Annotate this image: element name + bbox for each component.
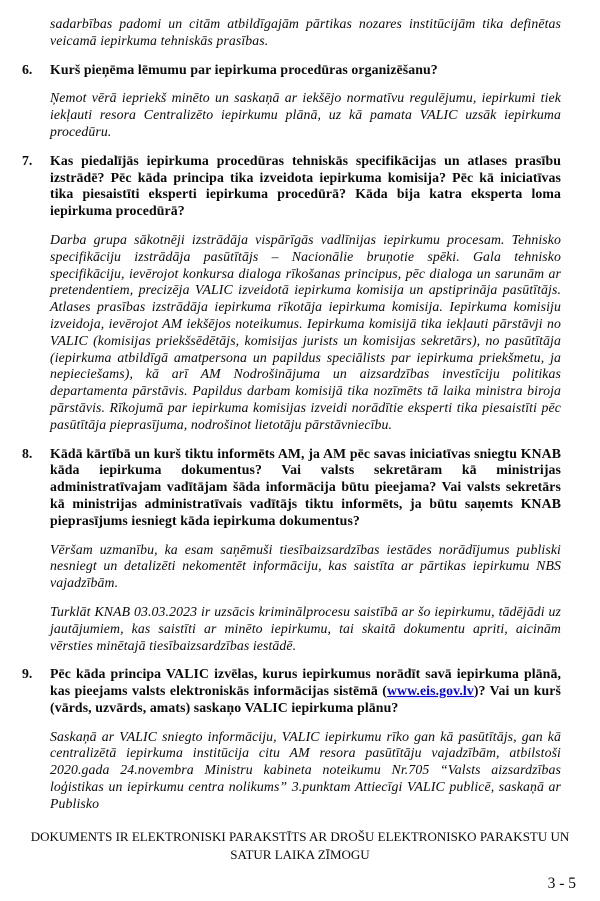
question-number: 7.	[22, 152, 33, 168]
answer-paragraph: Darba grupa sākotnēji izstrādāja vispārīgās vadlīnijas iepirkumu procesam. Tehnisko specifikāciju izstrādāja pasūtītājs – Nacionālie bruņotie spēki. Gala tehnisko specifikāciju, ievērojot konkursa dialoga rīkošanas principus, pēc dialoga un sarunām ar pretendentiem, precizēja VALIC izveidotā iepirkuma komisija un apstiprināja pasūtītājs. Atlases prasības izstrādāja iepirkuma rīkotāja iepirkuma komisija. Iepirkuma komisiju izveidoja, ievērojot AM iekšējos noteikumus. Iepirkuma komisijā tika iekļauti pārstāvji no VALIC (komisijas priekšsēdētājs, komisijas jurists un komisijas sekretārs), no pasūtītāja (iepirkuma atbildīgā amatpersona un papildus speciālists par iepirkuma priekšmetu, ja nepieciešams), kā arī AM Nodrošinājuma un aizsardzības investīciju politikas departamenta pārstāvis. Papildus darbam komisijā tika nozīmēts tā laika ministra biroja pārstāvis. Rīkojumā par iepirkuma komisijas izveidi norādītie eksperti tika piesaistīti pēc pasūtītāja pieprasījuma, nodrošinot lietotāju pārstāvniecību.	[50, 231, 561, 432]
signature-footer	[0, 828, 600, 863]
answer-paragraph: Turklāt KNAB 03.03.2023 ir uzsācis kriminālprocesu saistībā ar šo iepirkumu, tādējādi uz jautājumiem, kas saistīti ar minēto iepirkumu, tai skaitā dokumentu apriti, aicinām vērsties minētajā tiesībaizsardzības iestādē.	[50, 603, 561, 653]
page-number: 3 - 5	[547, 875, 576, 892]
answer-paragraph: Saskaņā ar VALIC sniegto informāciju, VALIC iepirkumu rīko gan kā pasūtītājs, gan kā centralizētā iepirkuma institūcija citu AM resora pasūtītāju vajadzībām, atbilstoši 2020.gada 24.novembra Ministru kabineta noteikumu Nr.705 “Valsts aizsardzības loģistikas un iepirkumu centra nolikums” 3.punktam Attiecīgi VALIC publicē, saskaņā ar Publisko	[50, 728, 561, 811]
question-text: Kurš pieņēma lēmumu par iepirkuma procedūras organizēšanu?	[50, 61, 438, 77]
question-number: 9.	[22, 666, 33, 682]
qa-item-9	[22, 666, 562, 716]
document-body	[22, 16, 562, 825]
qa-item-8	[22, 445, 561, 530]
question-text: Kas piedalījās iepirkuma procedūras tehniskās specifikācijas un atlases prasību izstrādē? Pēc kāda principa tika izveidota iepirkuma komisija? Pēc kā iniciatīvas tika piesaistīti eksperti iepirkuma procedūrā? Kāda bija katra eksperta loma iepirkuma procedūrā?	[50, 152, 561, 219]
qa-item-7	[22, 152, 561, 220]
signature-note: DOKUMENTS IR ELEKTRONISKI PARAKSTĪTS AR DROŠU ELEKTRONISKO PARAKSTU UN SATUR LAIKA ZĪMOGU	[30, 829, 570, 862]
question-text-after-link: )? Vai un kurš (vārds, uzvārds, amats) saskaņo VALIC iepirkuma plānu?	[50, 683, 562, 715]
question-number: 8.	[22, 445, 33, 461]
question-text	[50, 666, 561, 716]
qa-item-6	[22, 61, 561, 79]
question-number: 6.	[22, 61, 33, 77]
answer-paragraph: Vēršam uzmanību, ka esam saņēmuši tiesībaizsardzības iestādes norādījumus publiski nesniegt un detalizēti nekomentēt informāciju, kas saistīta ar pārtikas iepirkumu NBS vajadzībām.	[50, 541, 561, 591]
question-text: Kādā kārtībā un kurš tiktu informēts AM, ja AM pēc savas iniciatīvas sniegtu KNAB kāda iepirkuma dokumentus? Vai valsts sekretāram kā ministrijas administratīvajam vadītājam šāda informācija būtu pieejama? Vai valsts sekretārs kā ministrijas administratīvais vadītājs tiktu informēts, ja būtu saņemts KNAB pieprasījums iesniegt kāda iepirkuma dokumentus?	[50, 445, 561, 528]
continuation-paragraph: sadarbības padomi un citām atbildīgajām pārtikas nozares institūcijām tika definētas veicamā iepirkuma tehniskās prasības.	[50, 16, 561, 48]
answer-paragraph: Ņemot vērā iepriekš minēto un saskaņā ar iekšējo normatīvu regulējumu, iepirkumi tiek iekļauti resora Centralizēto iepirkumu plānā, uz kā pamata VALIC uzsāk iepirkuma procedūru.	[50, 90, 561, 139]
question-text-before-link: Pēc kāda principa VALIC izvēlas, kurus iepirkumus norādīt savā iepirkuma plānā, kas pieejams valsts elektroniskās informācijas sistēmā (	[50, 666, 561, 699]
eis-link[interactable]: www.eis.gov.lv	[386, 683, 474, 699]
